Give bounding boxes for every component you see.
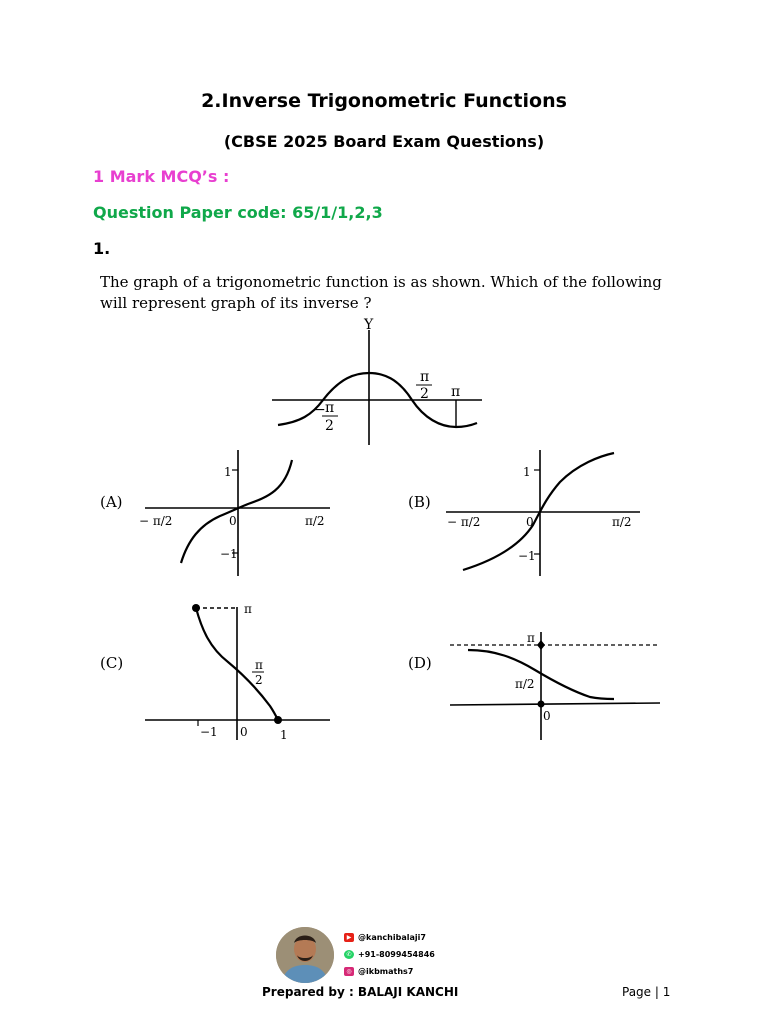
option-d-y-half: π/2 (515, 677, 535, 691)
question-line-1: The graph of a trigonometric function is as shown. Which of the following (100, 273, 662, 291)
option-d-y-pi: π (527, 631, 535, 645)
option-c-y-half-den: 2 (255, 673, 263, 687)
option-c-label: (C) (100, 654, 124, 672)
whatsapp-handle[interactable] (344, 950, 435, 959)
option-c-graph (145, 607, 330, 740)
option-c-y-pi: π (244, 602, 252, 616)
option-b-graph (446, 450, 640, 576)
whatsapp-icon: ✆ (344, 950, 354, 959)
neg-pi-over-2-num: π (325, 400, 335, 416)
option-c-x-right: 1 (280, 728, 288, 742)
option-d-x-axis (450, 703, 660, 705)
author-photo (276, 927, 334, 983)
option-b-x-right: π/2 (612, 515, 632, 529)
option-d-origin: 0 (543, 709, 551, 723)
youtube-icon: ▶ (344, 933, 354, 942)
option-c-x-left: −1 (200, 725, 218, 739)
option-b-x-left: − π/2 (447, 515, 481, 529)
option-a-y-top: 1 (224, 465, 232, 479)
instagram-text: @ikbmaths7 (358, 967, 414, 976)
neg-pi-over-2-den: 2 (325, 418, 334, 434)
option-d-point-top (537, 640, 545, 650)
pi-label: π (451, 384, 461, 400)
option-a-y-bottom: −1 (220, 547, 238, 561)
instagram-icon: ◎ (344, 967, 354, 976)
option-a-origin: 0 (229, 514, 237, 528)
prepared-by: Prepared by : BALAJI KANCHI (262, 985, 459, 999)
option-d-label: (D) (408, 654, 432, 672)
option-a-label: (A) (100, 493, 123, 511)
option-b-y-bottom: −1 (518, 549, 536, 563)
option-b-label: (B) (408, 493, 431, 511)
option-d-point-origin (538, 701, 545, 708)
option-b-y-top: 1 (523, 465, 531, 479)
page-subtitle: (CBSE 2025 Board Exam Questions) (223, 132, 545, 151)
main-y-label: Y (364, 317, 374, 333)
pi-over-2-den: 2 (420, 386, 429, 402)
question-number: 1. (93, 239, 111, 258)
question-line-2: will represent graph of its inverse ? (100, 294, 372, 312)
option-c-origin: 0 (240, 725, 248, 739)
page-number: Page | 1 (622, 985, 671, 999)
author-avatar-icon (276, 927, 334, 983)
option-c-y-half-num: π (255, 658, 263, 672)
option-c-point-top (192, 604, 200, 612)
youtube-handle[interactable] (344, 933, 426, 942)
option-c-point-end (274, 716, 282, 724)
paper-code: Question Paper code: 65/1/1,2,3 (93, 203, 383, 222)
option-a-x-left: − π/2 (139, 514, 173, 528)
instagram-handle[interactable] (344, 967, 413, 976)
section-heading: 1 Mark MCQ’s : (93, 167, 230, 186)
whatsapp-text: +91-8099454846 (358, 950, 435, 959)
page-title: 2.Inverse Trigonometric Functions (201, 90, 567, 112)
pi-over-2-num: π (420, 369, 430, 385)
option-d-graph (450, 632, 660, 740)
option-b-origin: 0 (526, 515, 534, 529)
option-a-x-right: π/2 (305, 514, 325, 528)
neg-sign: − (314, 402, 326, 418)
youtube-text: @kanchibalaji7 (358, 933, 426, 942)
